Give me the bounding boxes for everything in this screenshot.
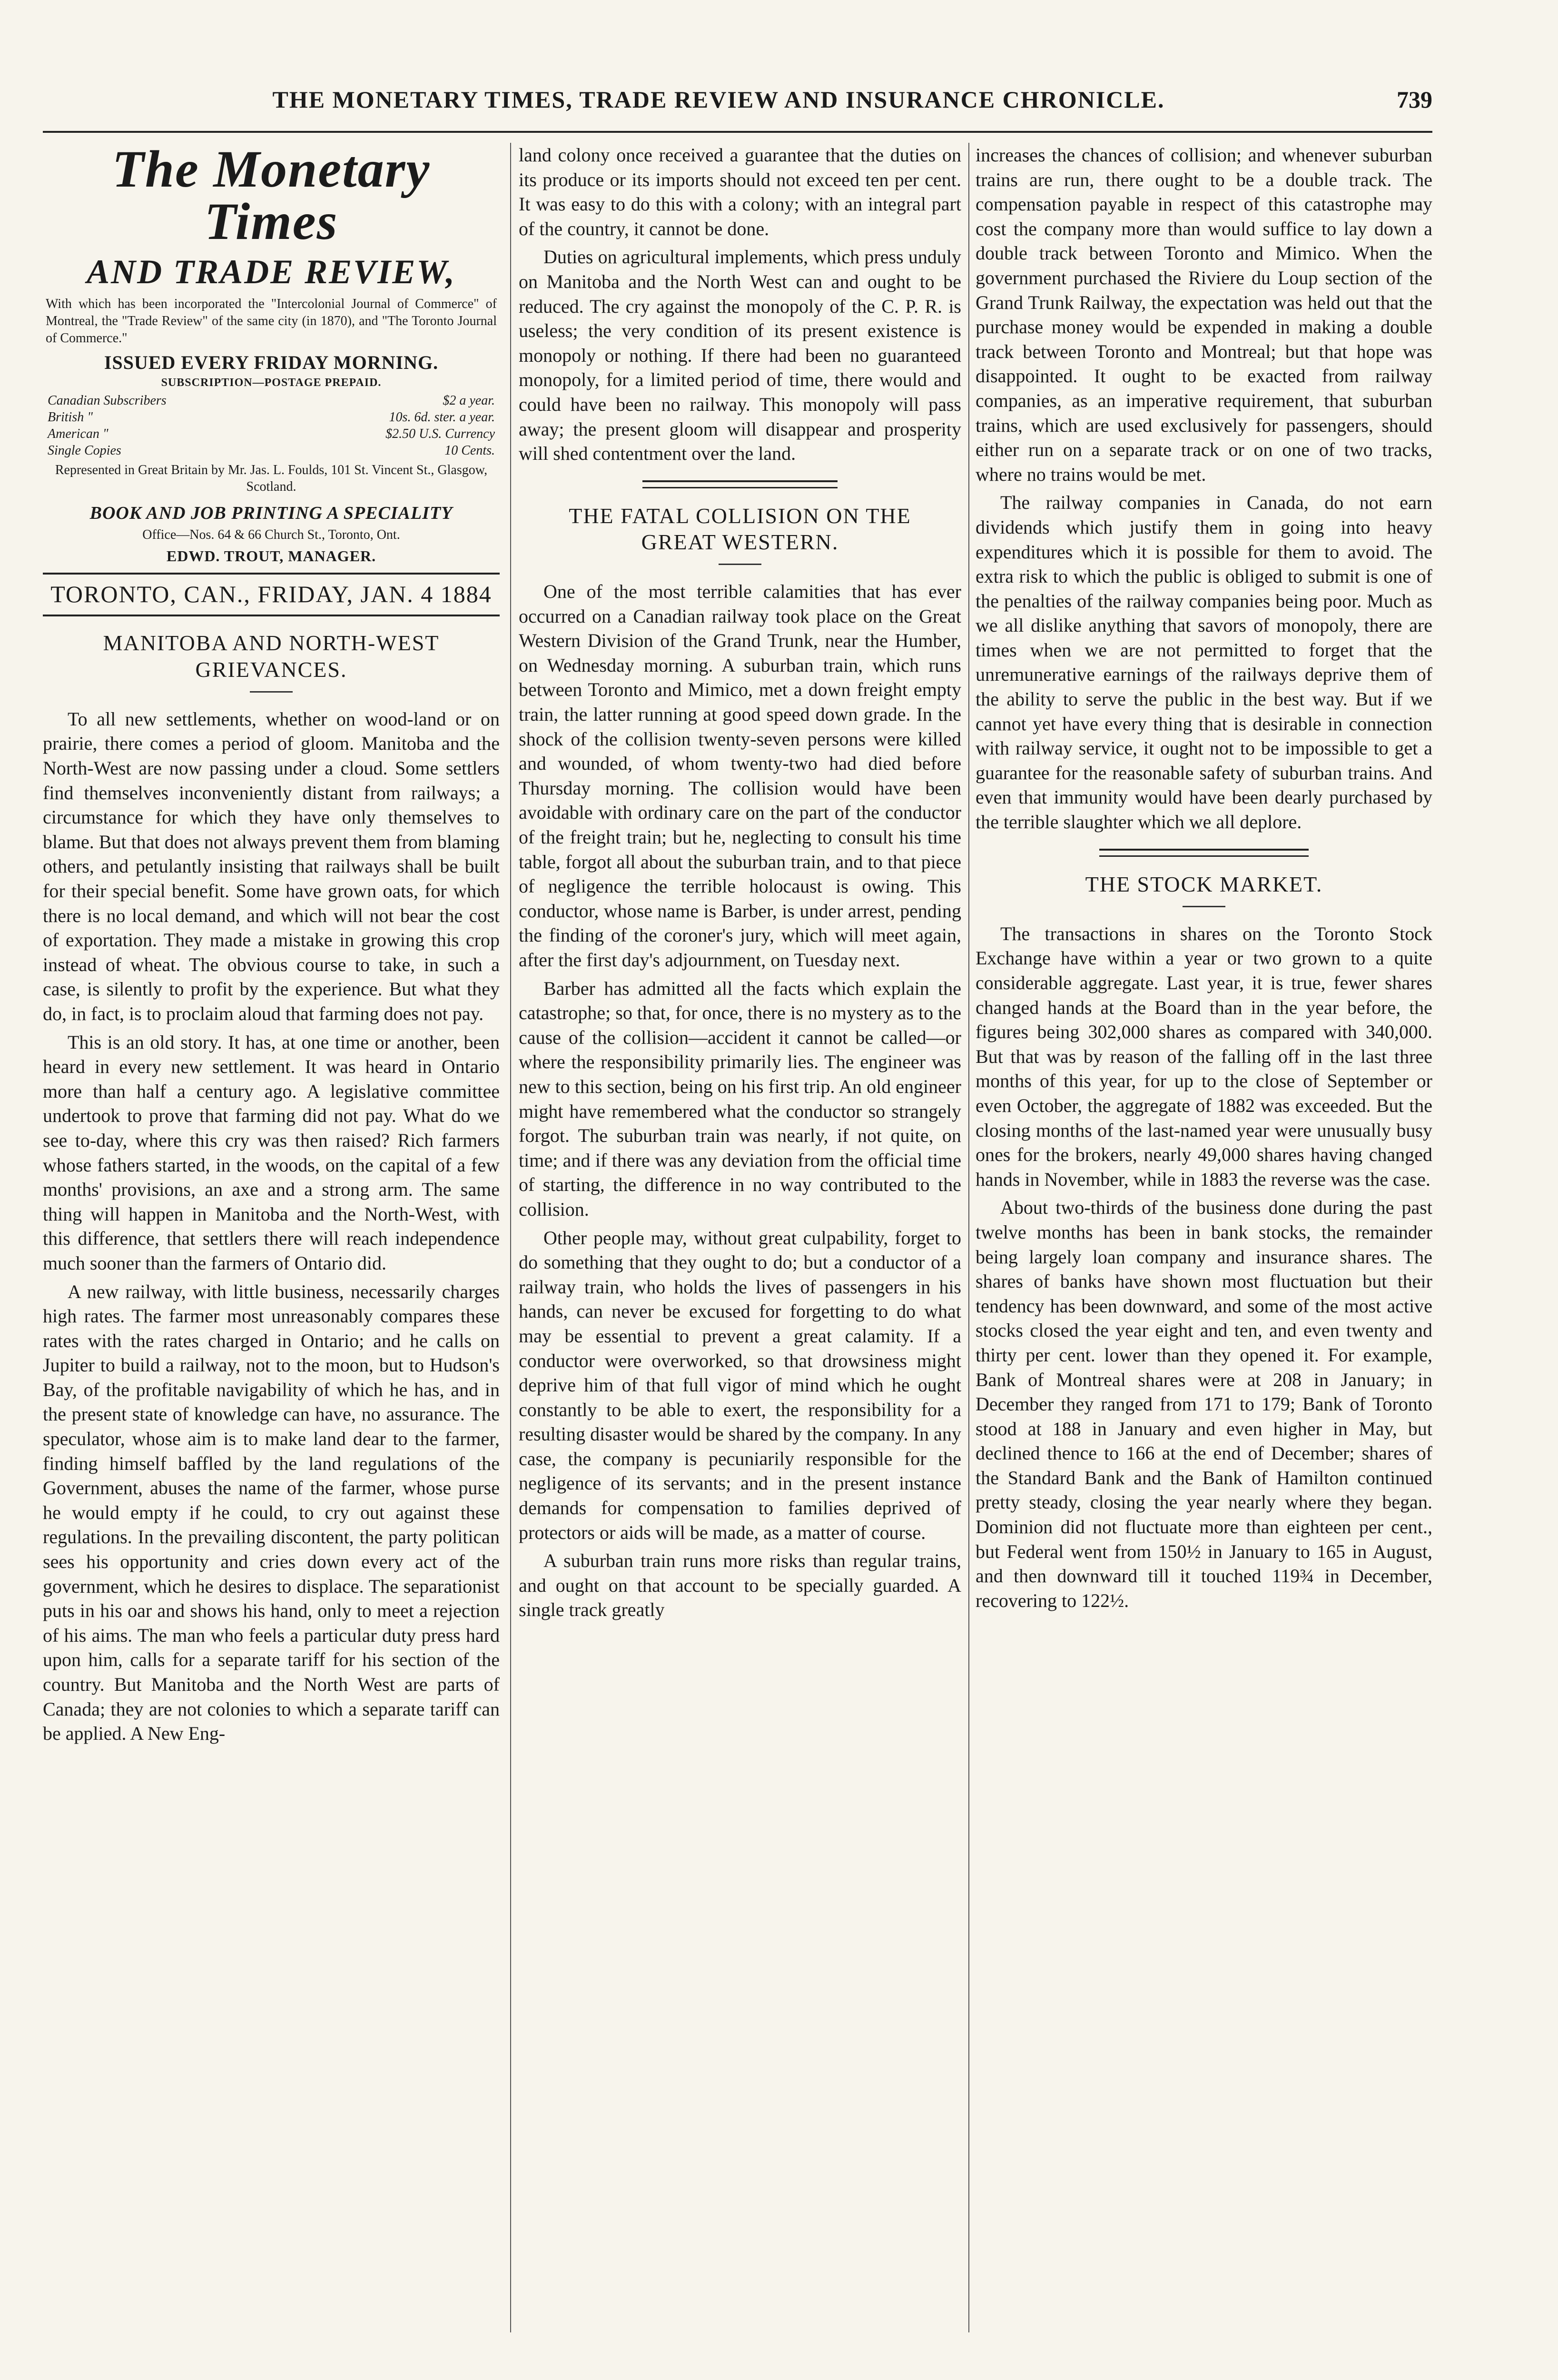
article-headline: THE FATAL COLLISION ON THE GREAT WESTERN.	[569, 503, 911, 554]
office-address: Office—Nos. 64 & 66 Church St., Toronto, Ont.	[142, 527, 400, 543]
running-head	[43, 86, 1432, 124]
masthead-incorporated: With which has been incorporated the "Intercolonial Journal of Commerce" of Montreal, the "Trade Review" of the same city (in 1870), and "The Toronto Journal of Commerce."	[46, 297, 497, 346]
rate-row	[48, 426, 495, 442]
article-stock-market	[976, 871, 1432, 1613]
newspaper-page	[43, 86, 1432, 2332]
dateline-rule	[43, 615, 500, 616]
rate-value: $2.50 U.S. Currency	[385, 426, 495, 442]
article-paragraph: increases the chances of collision; and whenever suburban trains are run, there ought to be a double track. The compensation payable in respect of this catastrophe may cost the company more than would suffice to lay down a double track between Toronto and Mimico. When the government purchased the Riviere du Loup section of the Grand Trunk Railway, the expectation was held out that the purchase money would be expended in making a double track between Toronto and Montreal; but that hope was disappointed. It ought to be exacted from railway companies, as an imperative requirement, that suburban trains, which are used exclusively for passengers, should either run on a separate track or on one of two tracks, where no trains would be met.	[976, 144, 1432, 485]
article-paragraph: This is an old story. It has, at one time or another, been heard in every new settlement. It was heard in Ontario more than half a century ago. A legislative committee undertook to prove that farming did not pay. What do we see to-day, where this cry was then raised? Rich farmers whose fathers started, in the woods, on the capital of a few months' provisions, an axe and a strong arm. The same thing will happen in Manitoba and the North-West, with this difference, that settlers there will reach independence much sooner than the farmers of Ontario did.	[43, 1031, 500, 1274]
article-paragraph: The railway companies in Canada, do not earn dividends which justify them in going into heavy expenditures which it is possible for them to avoid. The extra risk to which the public is obliged to submit is one of the penalties of the railway companies being poor. Much as we all dislike anything that savors of monopoly, there are times when we are not permitted to forget that the unremunerative earnings of the railways deprive them of the ability to serve the public in the best way. But if we cannot yet have every thing that is desirable in connection with railway service, it ought not to be impossible to get a guarantee for the reasonable safety of suburban trains. And even that immunity would have been dearly purchased by the terrible slaughter which we all deplore.	[976, 492, 1432, 833]
rate-value: 10 Cents.	[444, 443, 495, 458]
article-collision	[519, 503, 961, 1622]
column-3	[976, 143, 1432, 2332]
masthead	[43, 143, 500, 616]
rate-row	[48, 409, 495, 426]
rate-label: Single Copies	[48, 443, 121, 458]
represented-line: Represented in Great Britain by Mr. Jas. L. Foulds, 101 St. Vincent St., Glasgow, Scotland.	[55, 463, 488, 495]
manager-line: EDWD. TROUT, MANAGER.	[166, 547, 376, 565]
article-separator	[642, 480, 838, 488]
rate-row	[48, 392, 495, 409]
headline-rule	[719, 564, 761, 565]
head-rule	[43, 131, 1432, 133]
rate-value: $2 a year.	[443, 393, 495, 408]
article-headline: THE STOCK MARKET.	[1085, 872, 1323, 896]
article-paragraph: land colony once received a guarantee that the duties on its produce or its imports should not exceed ten per cent. It was easy to do this with a colony; with an integral part of the country, it cannot be done.	[519, 144, 961, 239]
article-paragraph: Duties on agricultural implements, which press unduly on Manitoba and the North West can and ought to be reduced. The cry against the monopoly of the C. P. R. is useless; the very condition of its present existence is monopoly or nothing. If there had been no guaranteed monopoly, for a limited period of time, there would and could have been no railway. This monopoly will pass away; the present gloom will disappear and prosperity will shed contentment over the land.	[519, 246, 961, 465]
subscription-rates	[48, 392, 495, 459]
article-collision-continued	[976, 143, 1432, 834]
column-divider	[510, 143, 511, 2332]
article-paragraph: A suburban train runs more risks than regular trains, and ought on that account to be specially guarded. A single track greatly	[519, 1550, 961, 1621]
article-manitoba-continued	[519, 143, 961, 466]
article-paragraph: A new railway, with little business, necessarily charges high rates. The farmer most unreasonably compares these rates with the rates charged in Ontario; and he calls on Jupiter to build a railway, not to the moon, but to Hudson's Bay, of the profitable navigability of which he has, and in the present state of knowledge can have, no assurance. The speculator, whose aim is to make land dear to the farmer, finding himself baffled by the land regulations of the Government, abuses the name of the farmer, whose purse he would empty if he could, to cry out against these regulations. In the prevailing discontent, the party politican sees his opportunity and cries down every act of the government, which he desires to displace. The separationist puts in his oar and shows his hand, only to meet a rejection of his aims. The man who feels a particular duty press hard upon him, calls for a separate tariff for his section of the country. But Manitoba and the North West are parts of Canada; they are not colonies to which a separate tariff can be applied. A New Eng-	[43, 1280, 500, 1745]
rate-label: Canadian Subscribers	[48, 393, 167, 408]
column-1	[43, 143, 500, 2332]
headline-rule	[250, 691, 293, 693]
masthead-title: The Monetary Times	[112, 143, 431, 250]
masthead-subtitle: AND TRADE REVIEW,	[87, 253, 456, 291]
rate-label: American "	[48, 426, 108, 442]
article-separator	[1099, 849, 1309, 857]
headline-rule	[1183, 906, 1225, 907]
printing-speciality: BOOK AND JOB PRINTING A SPECIALITY	[89, 503, 453, 524]
article-paragraph: To all new settlements, whether on wood-land or on prairie, there comes a period of gloom. Manitoba and the North-West are now passing under a cloud. Some settlers find themselves inconveniently distant from railways; a circumstance for which they have only themselves to blame. But that does not always prevent them from blaming others, and petulantly insisting that railways shall be built for their special benefit. Some have grown oats, for which there is no local demand, and which will not bear the cost of exportation. They made a mistake in growing this crop instead of wheat. The obvious course to take, in such a case, is silently to profit by the experience. But what they do, in fact, is to proclaim aloud that farming does not pay.	[43, 708, 500, 1024]
column-2	[519, 143, 961, 2332]
rate-row	[48, 442, 495, 459]
article-paragraph: About two-thirds of the business done during the past twelve months has been in bank stocks, the remainder being largely loan company and insurance shares. The shares of banks have shown most fluctuation but their tendency has been downward, and some of the most active stocks closed the year eight and ten, and even twenty and thirty per cent. lower than they opened it. For example, Bank of Montreal shares were at 208 in January; in December they ranged from 171 to 179; Bank of Toronto stood at 188 in January and even higher in May, but declined thence to 166 at the end of December; shares of the Standard Bank and the Bank of Hamilton continued pretty steady, closing the year nearly where they began. Dominion did not fluctuate more than eighteen per cent., but Federal went from 150½ in January to 165 in August, and then downward till it touched 119¾ in December, recovering to 122½.	[976, 1197, 1432, 1611]
article-paragraph: Barber has admitted all the facts which explain the catastrophe; so that, for once, there is no mystery as to the cause of the collision—accident it cannot be called—or where the responsibility primarily lies. The engineer was new to this section, being on his first trip. An old engineer might have remembered what the conductor so strangely forgot. The suburban train was nearly, if not quite, on time; and if there was any deviation from the official time of starting, the difference in no way contributed to the collision.	[519, 977, 961, 1220]
article-paragraph: Other people may, without great culpability, forget to do something that they ought to do; but a conductor of a railway train, who holds the lives of passengers in his hands, can never be excused for forgetting to do what may be essential to prevent a great calamity. If a conductor were overworked, so that drowsiness might deprive him of that full vigor of mind which he ought constantly to be able to exert, the responsibility for a resulting disaster would be shared by the company. In any case, the company is pecuniarily responsible for the negligence of its servants; and in the present instance demands for compensation to families deprived of protectors or aids will be made, as a matter of course.	[519, 1227, 961, 1543]
article-manitoba	[43, 630, 500, 1745]
subscription-head: SUBSCRIPTION—POSTAGE PREPAID.	[161, 377, 382, 389]
page-number: 739	[1397, 86, 1432, 113]
dateline-rule	[43, 573, 500, 575]
running-title: THE MONETARY TIMES, TRADE REVIEW AND INSURANCE CHRONICLE.	[272, 86, 1165, 113]
issued-line: ISSUED EVERY FRIDAY MORNING.	[104, 352, 439, 374]
rate-label: British "	[48, 410, 93, 425]
rate-value: 10s. 6d. ster. a year.	[389, 410, 495, 425]
article-paragraph: The transactions in shares on the Toronto Stock Exchange have within a year or two grown to a quite considerable aggregate. Last year, it is true, fewer shares changed hands at the Board than in the year before, the figures being 302,000 shares as compared with 340,000. But that was by reason of the falling off in the last three months of this year, for up to the close of September or even October, the aggregate of 1882 was exceeded. But the closing months of the last-named year were unusually busy ones for the brokers, nearly 49,000 shares having changed hands in November, while in 1883 the reverse was the case.	[976, 922, 1432, 1190]
column-divider	[968, 143, 969, 2332]
article-headline: MANITOBA AND NORTH-WEST GRIEVANCES.	[103, 631, 440, 682]
article-paragraph: One of the most terrible calamities that has ever occurred on a Canadian railway took place on the Great Western Division of the Grand Trunk, near the Humber, on Wednesday morning. A suburban train, which runs between Toronto and Mimico, met a down freight empty train, the latter running at good speed down grade. In the shock of the collision twenty-seven persons were killed and wounded, of whom twenty-two had died before Thursday morning. The collision would have been avoidable with ordinary care on the part of the conductor of the freight train; but he, neglecting to consult his time table, forgot all about the suburban train, and to that piece of negligence the terrible holocaust is owing. This conductor, whose name is Barber, is under arrest, pending the finding of the coroner's jury, which will meet again, after the first day's adjournment, on Tuesday next.	[519, 581, 961, 971]
dateline: TORONTO, CAN., FRIDAY, JAN. 4 1884	[50, 581, 492, 608]
